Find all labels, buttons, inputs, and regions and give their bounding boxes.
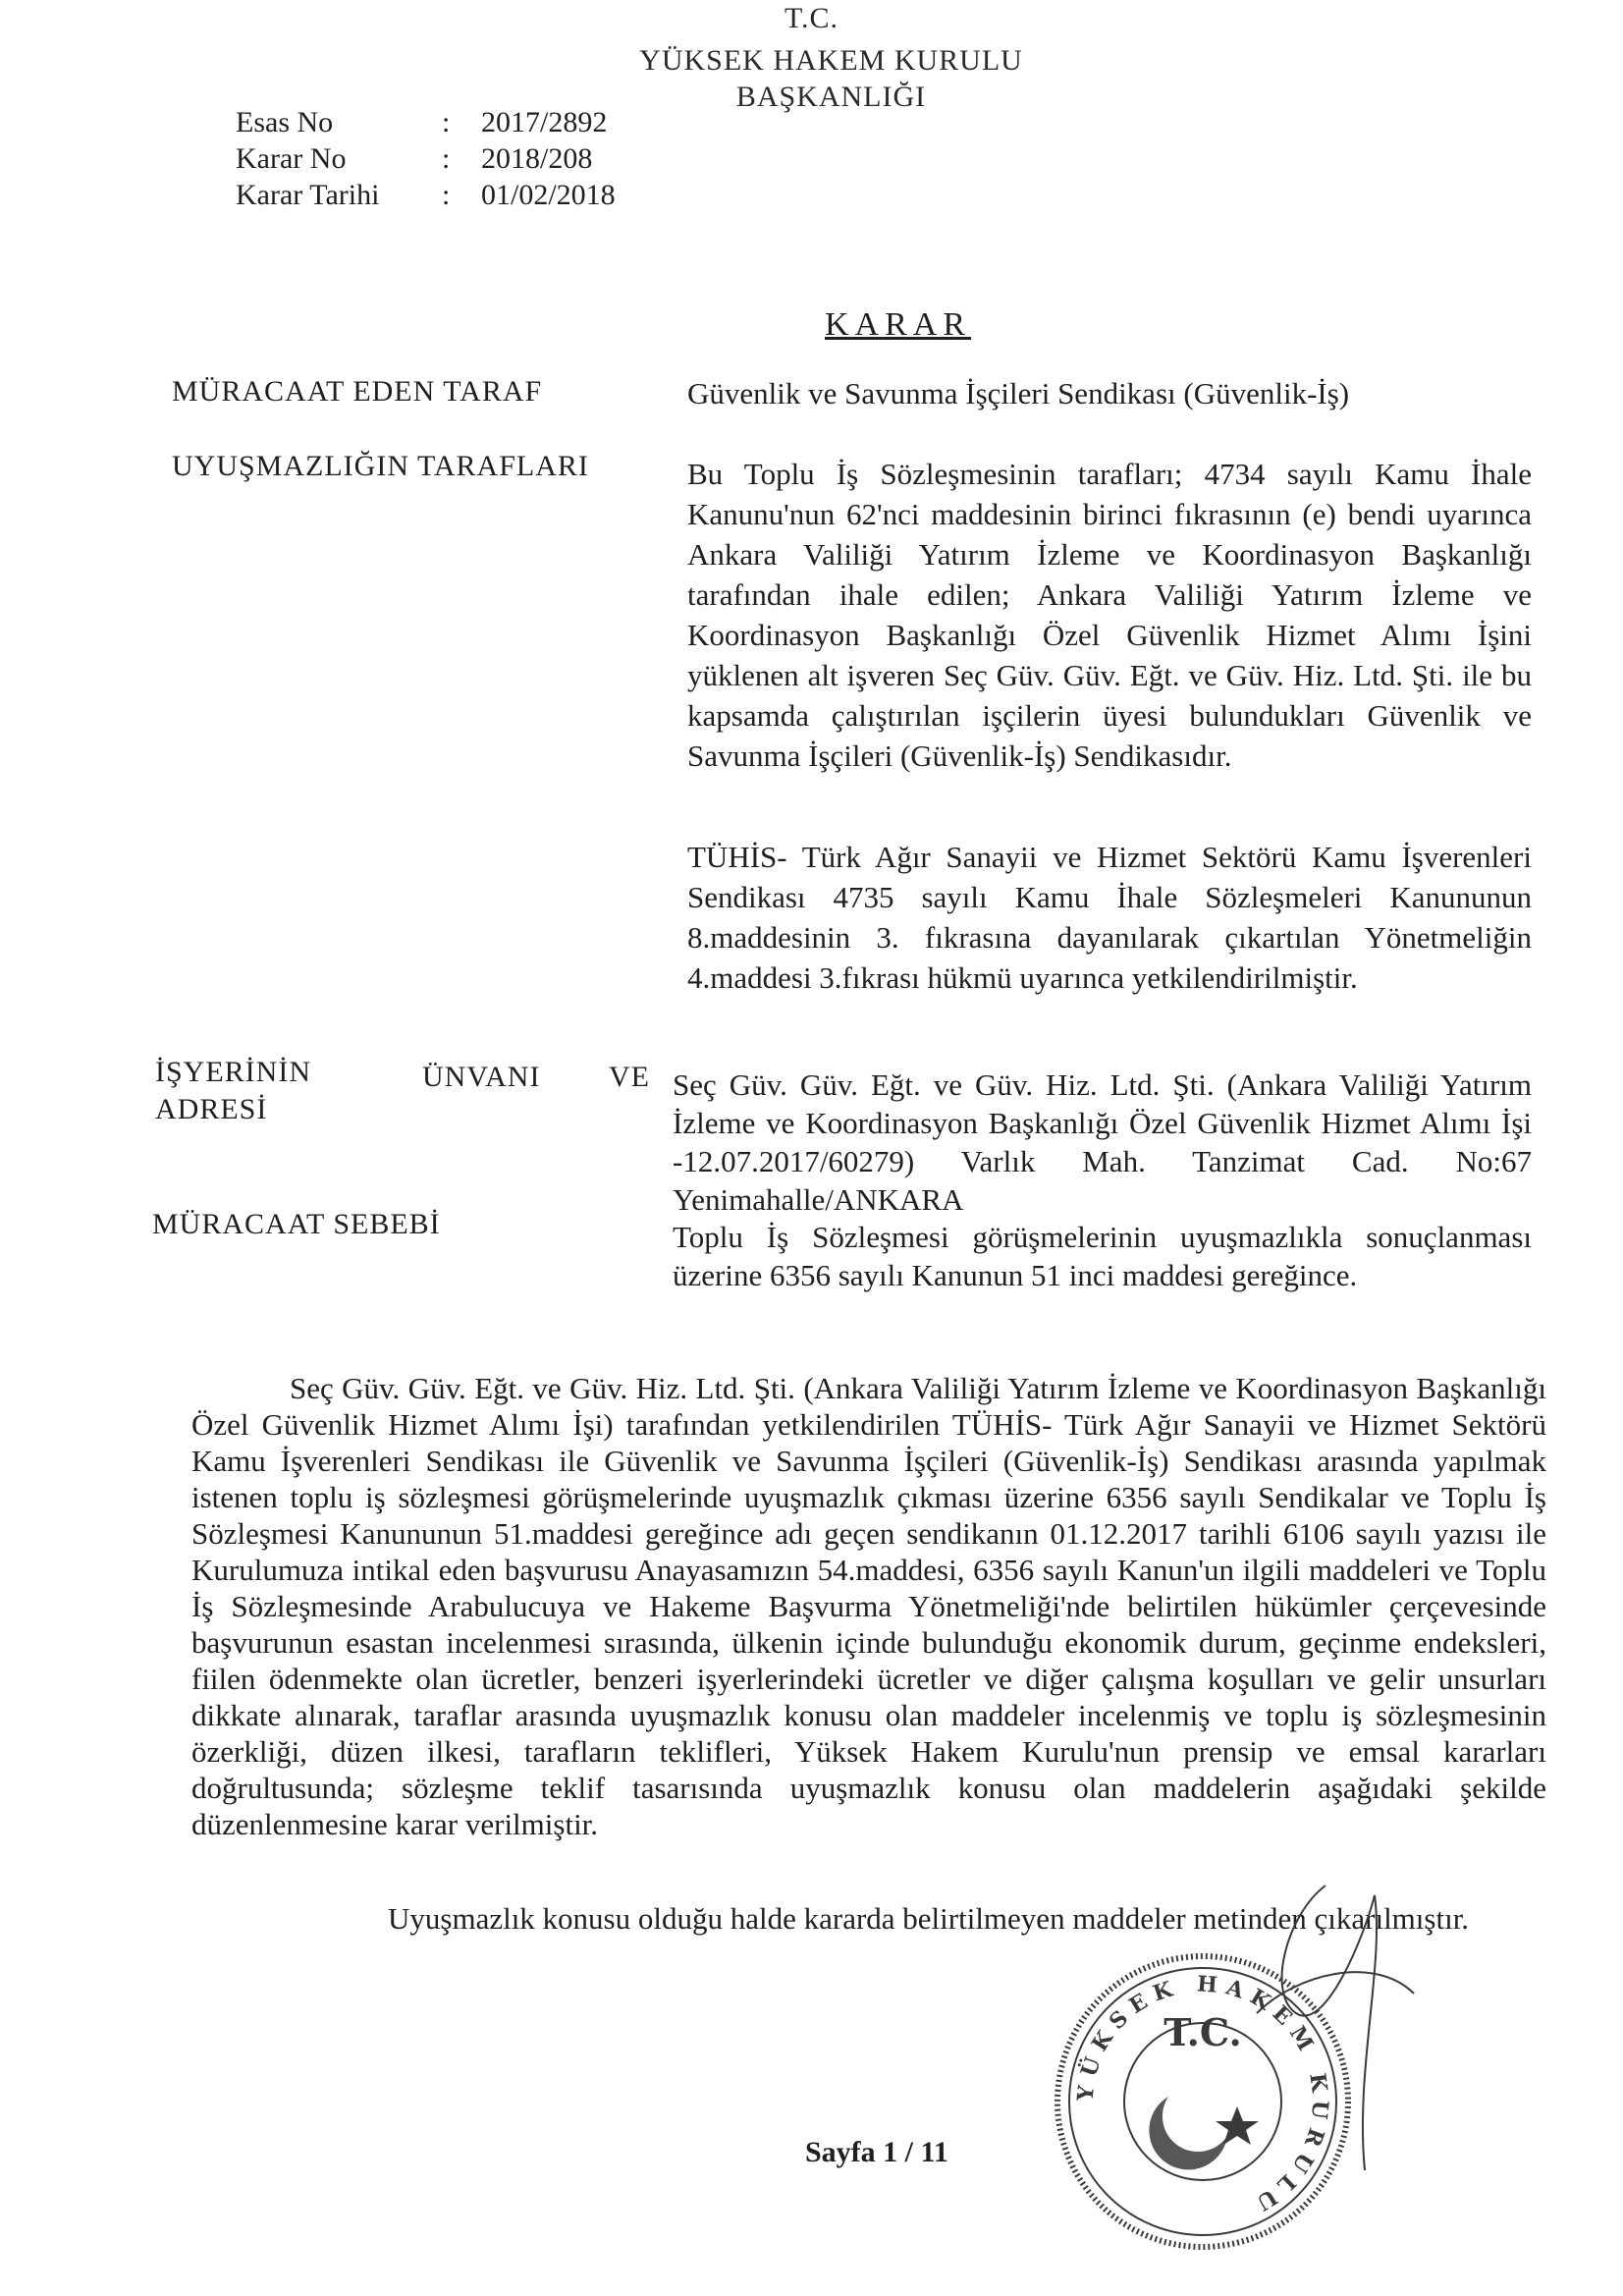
workplace-value: Seç Güv. Güv. Eğt. ve Güv. Hiz. Ltd. Şti. (Ankara Valiliği Yatırım İzleme ve Koordinasyon Başkanlığı Özel Güvenlik Hizmet Alımı İşi -12.07.2017/60279) Varlık Mah. Tanzimat Cad. No:67 Yenimahalle/ANKARA (673, 1067, 1532, 1217)
header-department: BAŞKANLIĞI (735, 81, 927, 113)
header-institution: YÜKSEK HAKEM KURULU (639, 44, 1023, 77)
stamp-ring-text: YÜKSEK HAKEM KURULU (1072, 1971, 1333, 2219)
meta-decision-no (236, 142, 592, 176)
meta-case-no (236, 106, 607, 139)
applicant-label: MÜRACAAT EDEN TARAF (172, 375, 543, 408)
meta-label: Karar No (236, 142, 347, 175)
meta-label: Esas No (236, 106, 334, 138)
reason-label: MÜRACAAT SEBEBİ (152, 1208, 441, 1240)
body-paragraph-1: Seç Güv. Güv. Eğt. ve Güv. Hiz. Ltd. Şti. (Ankara Valiliği Yatırım İzleme ve Koordinasyon Başkanlığı Özel Güvenlik Hizmet Alımı İşi) tarafından yetkilendirilen TÜHİS- Türk Ağır Sanayii ve Hizmet Sektörü Kamu İşverenleri Sendikası ile Güvenlik ve Savunma İşçileri (Güvenlik-İş) Sendikası arasında yapılmak istenen toplu iş sözleşmesi görüşmelerinde uyuşmazlık çıkması üzerine 6356 sayılı Sendikalar ve Toplu İş Sözleşmesi Kanununun 51.maddesi gereğince adı geçen sendikanın 01.12.2017 tarihli 6106 sayılı yazısı ile Kurulumuza intikal eden başvurusu Anayasamızın 54.maddesi, 6356 sayılı Kanun'un ilgili maddeleri ve Toplu İş Sözleşmesinde Arabulucuya ve Hakeme Başvurma Yönetmeliği'nde belirtilen hükümler çerçevesinde başvurunun esastan incelenmesi sırasında, ülkenin içinde bulunduğu ekonomik durum, geçinme endeksleri, fiilen ödenmekte olan ücretler, benzeri işyerlerindeki ücretler ve diğer çalışma koşulları ve gelir unsurları dikkate alınarak, taraflar arasında uyuşmazlık konusu olan maddeler incelenmiş ve toplu iş sözleşmesinin özerkliği, düzen ilkesi, tarafların teklifleri, Yüksek Hakem Kurulu'nun prensip ve emsal kararları doğrultusunda; sözleşme teklif tasarısında uyuşmazlık konusu olan maddelerin aşağıdaki şekilde düzenlenmesine karar verilmiştir. (191, 1371, 1546, 1841)
header-tc: T.C. (784, 2, 839, 34)
workplace-label-4: ADRESİ (155, 1093, 268, 1125)
meta-separator: : (442, 106, 451, 138)
meta-label: Karar Tarihi (236, 179, 380, 211)
parties-paragraph-1: Bu Toplu İş Sözleşmesinin tarafları; 4734 sayılı Kamu İhale Kanunu'nun 62'nci maddesinin birinci fıkrasının (e) bendi uyarınca Ankara Valiliği Yatırım İzleme ve Koordinasyon Başkanlığı tarafından ihale edilen; Ankara Valiliği Yatırım İzleme ve Koordinasyon Başkanlığı Özel Güvenlik Hizmet Alımı İşini yüklenen alt işveren Seç Güv. Güv. Eğt. ve Güv. Hiz. Ltd. Şti. ile bu kapsamda çalıştırılan işçilerin üyesi bulundukları Güvenlik ve Savunma İşçileri (Güvenlik-İş) Sendikasıdır. (687, 457, 1532, 773)
parties-paragraph-2: TÜHİS- Türk Ağır Sanayii ve Hizmet Sektörü Kamu İşverenleri Sendikası 4735 sayılı Kamu İhale Sözleşmeleri Kanununun 8.maddesinin 3. fıkrasına dayanılarak çıkartılan Yönetmeliğin 4.maddesi 3.fıkrası hükmü uyarınca yetkilendirilmiştir. (687, 840, 1532, 995)
workplace-label-1: İŞYERİNİN (155, 1056, 311, 1088)
meta-value: 2018/208 (481, 142, 593, 175)
parties-label: UYUŞMAZLIĞIN TARAFLARI (172, 450, 589, 482)
meta-value: 01/02/2018 (481, 179, 616, 211)
official-stamp (1051, 1949, 1355, 2254)
svg-text:YÜKSEK HAKEM KURULU (1072, 1971, 1332, 2219)
meta-decision-date (236, 179, 616, 212)
applicant-value: Güvenlik ve Savunma İşçileri Sendikası (Güvenlik-İş) (687, 376, 1350, 410)
reason-value: Toplu İş Sözleşmesi görüşmelerinin uyuşmazlıkla sonuçlanması üzerine 6356 sayılı Kanunun 51 inci maddesi gereğince. (673, 1220, 1532, 1292)
stamp-center-text: T.C. (1163, 2010, 1242, 2054)
meta-separator: : (442, 142, 451, 175)
body-paragraph-2: Uyuşmazlık konusu olduğu halde kararda belirtilmeyen maddeler metinden çıkarılmıştır. (388, 1901, 1470, 1936)
meta-separator: : (442, 179, 451, 211)
page-number: Sayfa 1 / 11 (805, 2136, 948, 2168)
meta-value: 2017/2892 (481, 106, 608, 138)
workplace-label-2: ÜNVANI (422, 1061, 541, 1093)
document-title: KARAR (825, 306, 972, 343)
workplace-label-3: VE (609, 1061, 650, 1093)
